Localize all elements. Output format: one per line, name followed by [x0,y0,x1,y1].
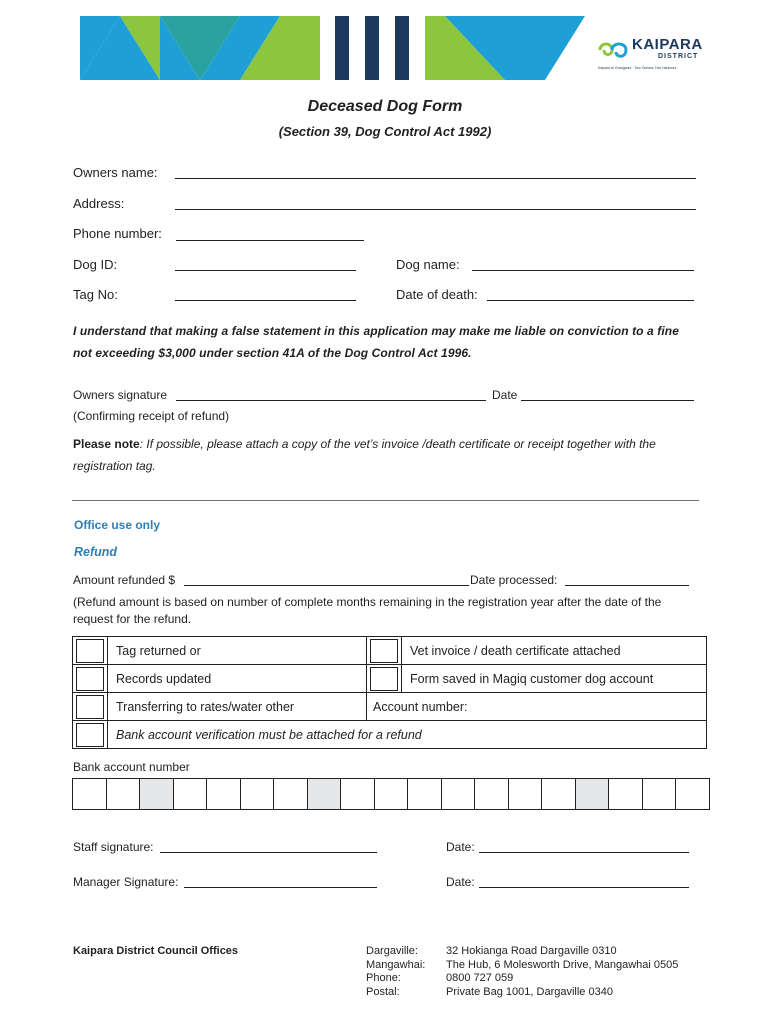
bank-digit-box[interactable] [173,779,207,810]
date-processed-label: Date processed: [470,573,558,587]
footer-detail: Private Bag 1001, Dargaville 0340 [446,985,613,998]
logo-subtext: DISTRICT [658,53,699,60]
bank-digit-box[interactable] [609,779,643,810]
bank-verification-checkbox-cell [73,721,108,749]
dog-id-field[interactable] [175,270,356,271]
please-note-text: : If possible, please attach a copy of the vet’s invoice /death certificate or receipt together with the registration tag. [73,437,656,473]
bank-digit-box[interactable] [508,779,542,810]
bank-digit-box[interactable] [408,779,442,810]
dog-name-field[interactable] [472,270,694,271]
bank-account-number-label: Bank account number [73,760,190,774]
footer-details [446,945,678,999]
footer-place: Mangawhai: [366,958,426,971]
tag-returned-checkbox[interactable] [76,639,104,663]
transferring-checkbox[interactable] [76,695,104,719]
account-number-field[interactable] [367,693,707,721]
bank-verification-checkbox[interactable] [76,723,104,747]
declaration-text: I understand that making a false statement in this application may make me liable on conviction to a fine not exceeding $3,000 under section 41A of the Dog Control Act 1996. [73,324,679,360]
records-updated-label: Records updated [108,665,367,693]
bank-verification-label: Bank account verification must be attached for a refund [108,721,707,749]
vet-invoice-checkbox-cell [367,637,402,665]
footer-detail: 32 Hokianga Road Dargaville 0310 [446,945,617,957]
office-use-heading: Office use only [74,518,161,532]
bank-digit-box[interactable] [475,779,509,810]
bank-digit-box[interactable] [240,779,274,810]
bank-digit-box[interactable] [274,779,308,810]
confirming-receipt-text: (Confirming receipt of refund) [73,409,230,423]
phone-label: Phone number: [73,226,162,241]
footer-detail: 0800 727 059 [446,972,514,984]
please-note-label: Please note [73,437,140,451]
tag-returned-label: Tag returned or [108,637,367,665]
manager-signature-field[interactable] [184,887,377,888]
owners-date-field[interactable] [521,400,694,401]
footer-place: Phone: [366,972,401,984]
transferring-checkbox-cell [73,693,108,721]
header-banner [80,16,585,80]
form-saved-checkbox[interactable] [370,667,398,691]
bank-digit-box[interactable] [542,779,576,810]
dog-id-label: Dog ID: [73,257,118,272]
owners-date-label: Date [492,388,518,402]
bank-digit-separator [575,779,609,810]
staff-date-field[interactable] [479,852,689,853]
bank-account-number-grid [72,778,710,810]
bank-digit-box[interactable] [341,779,375,810]
footer-place: Dargaville: [366,945,418,957]
tag-returned-checkbox-cell [73,637,108,665]
manager-signature-label: Manager Signature: [73,875,179,889]
records-updated-checkbox[interactable] [76,667,104,691]
staff-date-label: Date: [446,840,475,854]
owners-signature-label: Owners signature [73,388,168,402]
footer-offices-heading: Kaipara District Council Offices [73,945,239,957]
form-saved-checkbox-cell [367,665,402,693]
transferring-label: Transferring to rates/water other [108,693,367,721]
bank-digit-box[interactable] [676,779,710,810]
bank-digit-box[interactable] [207,779,241,810]
amount-refunded-label: Amount refunded $ [73,573,176,587]
bank-digit-box[interactable] [642,779,676,810]
swirl-icon [596,38,630,62]
tag-no-label: Tag No: [73,287,118,302]
logo-text: KAIPARA [632,36,703,53]
bank-digit-box[interactable] [73,779,107,810]
footer-place: Postal: [366,985,400,998]
staff-signature-field[interactable] [160,852,377,853]
refund-amount-note: (Refund amount is based on number of complete months remaining in the registration year after the date of the request for the refund. [73,595,662,626]
bank-digit-box[interactable] [374,779,408,810]
tag-no-field[interactable] [175,300,356,301]
please-note [73,433,713,477]
kaipara-logo [596,36,716,76]
manager-date-label: Date: [446,875,475,889]
footer-places [366,945,425,999]
account-number-label: Account number: [373,699,468,714]
records-updated-checkbox-cell [73,665,108,693]
page-title: Deceased Dog Form [307,98,463,115]
address-field[interactable] [175,209,696,210]
owners-name-field[interactable] [175,178,696,179]
bank-digit-separator [307,779,341,810]
date-of-death-label: Date of death: [396,287,478,302]
bank-digit-box[interactable] [106,779,140,810]
address-label: Address: [73,196,125,211]
footer-detail: The Hub, 6 Molesworth Drive, Mangawhai 0505 [446,958,679,971]
refund-heading: Refund [74,545,118,559]
bank-digit-box[interactable] [441,779,475,810]
bank-digit-separator [140,779,174,810]
page-subtitle: (Section 39, Dog Control Act 1992) [278,124,492,139]
dog-name-label: Dog name: [396,257,460,272]
vet-invoice-label: Vet invoice / death certificate attached [402,637,707,665]
manager-date-field[interactable] [479,887,689,888]
form-saved-label: Form saved in Magiq customer dog account [402,665,707,693]
phone-field[interactable] [176,240,364,241]
refund-checklist [72,636,707,749]
logo-tagline: Kaipara te Oranganui · Two Oceans Two Harbours [598,66,677,70]
amount-refunded-field[interactable] [184,585,469,586]
section-divider [72,500,699,501]
vet-invoice-checkbox[interactable] [370,639,398,663]
staff-signature-label: Staff signature: [73,840,154,854]
date-of-death-field[interactable] [487,300,694,301]
owners-name-label: Owners name: [73,165,158,180]
date-processed-field[interactable] [565,585,689,586]
owners-signature-field[interactable] [176,400,486,401]
